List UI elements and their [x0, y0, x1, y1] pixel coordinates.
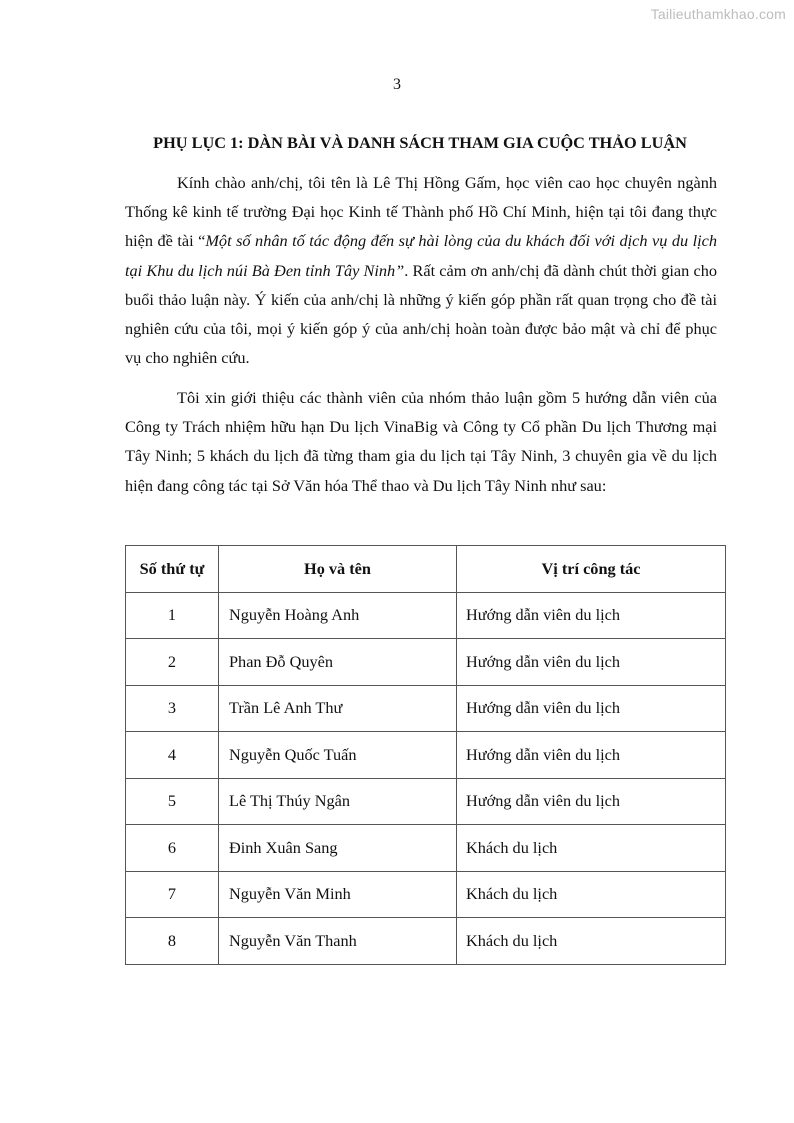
cell-name: Nguyễn Hoàng Anh [219, 592, 457, 639]
table-row [126, 685, 726, 732]
cell-position: Hướng dẫn viên du lịch [457, 732, 726, 779]
table-row [126, 592, 726, 639]
cell-stt: 6 [126, 825, 219, 872]
cell-stt: 8 [126, 918, 219, 965]
cell-name: Phan Đỗ Quyên [219, 639, 457, 686]
cell-name: Nguyễn Quốc Tuấn [219, 732, 457, 779]
cell-name: Nguyễn Văn Minh [219, 871, 457, 918]
cell-stt: 7 [126, 871, 219, 918]
cell-name: Nguyễn Văn Thanh [219, 918, 457, 965]
cell-position: Khách du lịch [457, 918, 726, 965]
header-position: Vị trí công tác [457, 546, 726, 593]
table-row [126, 918, 726, 965]
cell-position: Hướng dẫn viên du lịch [457, 685, 726, 732]
intro-text-after: . Rất cảm ơn anh/chị đã dành chút thời gian cho buổi thảo luận này. Ý kiến của anh/chị là những ý kiến góp phần rất quan trọng cho đề tài nghiên cứu của tôi, mọi ý kiến góp ý của anh/chị hoàn toàn được bảo mật và chỉ để phục vụ cho nghiên cứu. [125, 260, 717, 368]
cell-name: Lê Thị Thúy Ngân [219, 778, 457, 825]
research-title: Một số nhân tố tác động đến sự hài lòng của du khách đối với dịch vụ du lịch tại Khu du lịch núi Bà Đen tỉnh Tây Ninh” [125, 231, 718, 280]
page-number: 3 [393, 76, 401, 93]
table-row [126, 639, 726, 686]
table-row [126, 732, 726, 779]
header-name: Họ và tên [219, 546, 457, 593]
appendix-heading: PHỤ LỤC 1: DÀN BÀI VÀ DANH SÁCH THAM GIA CUỘC THẢO LUẬN [153, 133, 687, 152]
cell-stt: 2 [126, 639, 219, 686]
table-row [126, 825, 726, 872]
intro-paragraph [125, 168, 717, 372]
cell-name: Trần Lê Anh Thư [219, 685, 457, 732]
cell-position: Khách du lịch [457, 825, 726, 872]
cell-position: Hướng dẫn viên du lịch [457, 639, 726, 686]
members-text: Tôi xin giới thiệu các thành viên của nhóm thảo luận gồm 5 hướng dẫn viên của Công ty Trách nhiệm hữu hạn Du lịch VinaBig và Công ty Cổ phần Du lịch Thương mại Tây Ninh; 5 khách du lịch đã từng tham gia du lịch tại Tây Ninh, 3 chuyên gia về du lịch hiện đang công tác tại Sở Văn hóa Thể thao và Du lịch Tây Ninh như sau: [125, 388, 717, 495]
watermark: Tailieuthamkhao.com [650, 6, 786, 22]
participants-table [125, 545, 726, 965]
table-row [126, 778, 726, 825]
cell-name: Đinh Xuân Sang [219, 825, 457, 872]
cell-stt: 3 [126, 685, 219, 732]
cell-stt: 4 [126, 732, 219, 779]
table-row [126, 871, 726, 918]
cell-position: Khách du lịch [457, 871, 726, 918]
table-header-row [126, 546, 726, 593]
intro-text-before: Kính chào anh/chị, tôi tên là Lê Thị Hồng Gấm, học viên cao học chuyên ngành Thống kê kinh tế trường Đại học Kinh tế Thành phố Hồ Chí Minh, hiện tại tôi đang thực hiện đề tài “ [125, 173, 717, 251]
cell-stt: 5 [126, 778, 219, 825]
header-stt: Số thứ tự [126, 546, 219, 593]
members-paragraph [125, 383, 717, 500]
cell-stt: 1 [126, 592, 219, 639]
cell-position: Hướng dẫn viên du lịch [457, 592, 726, 639]
cell-position: Hướng dẫn viên du lịch [457, 778, 726, 825]
